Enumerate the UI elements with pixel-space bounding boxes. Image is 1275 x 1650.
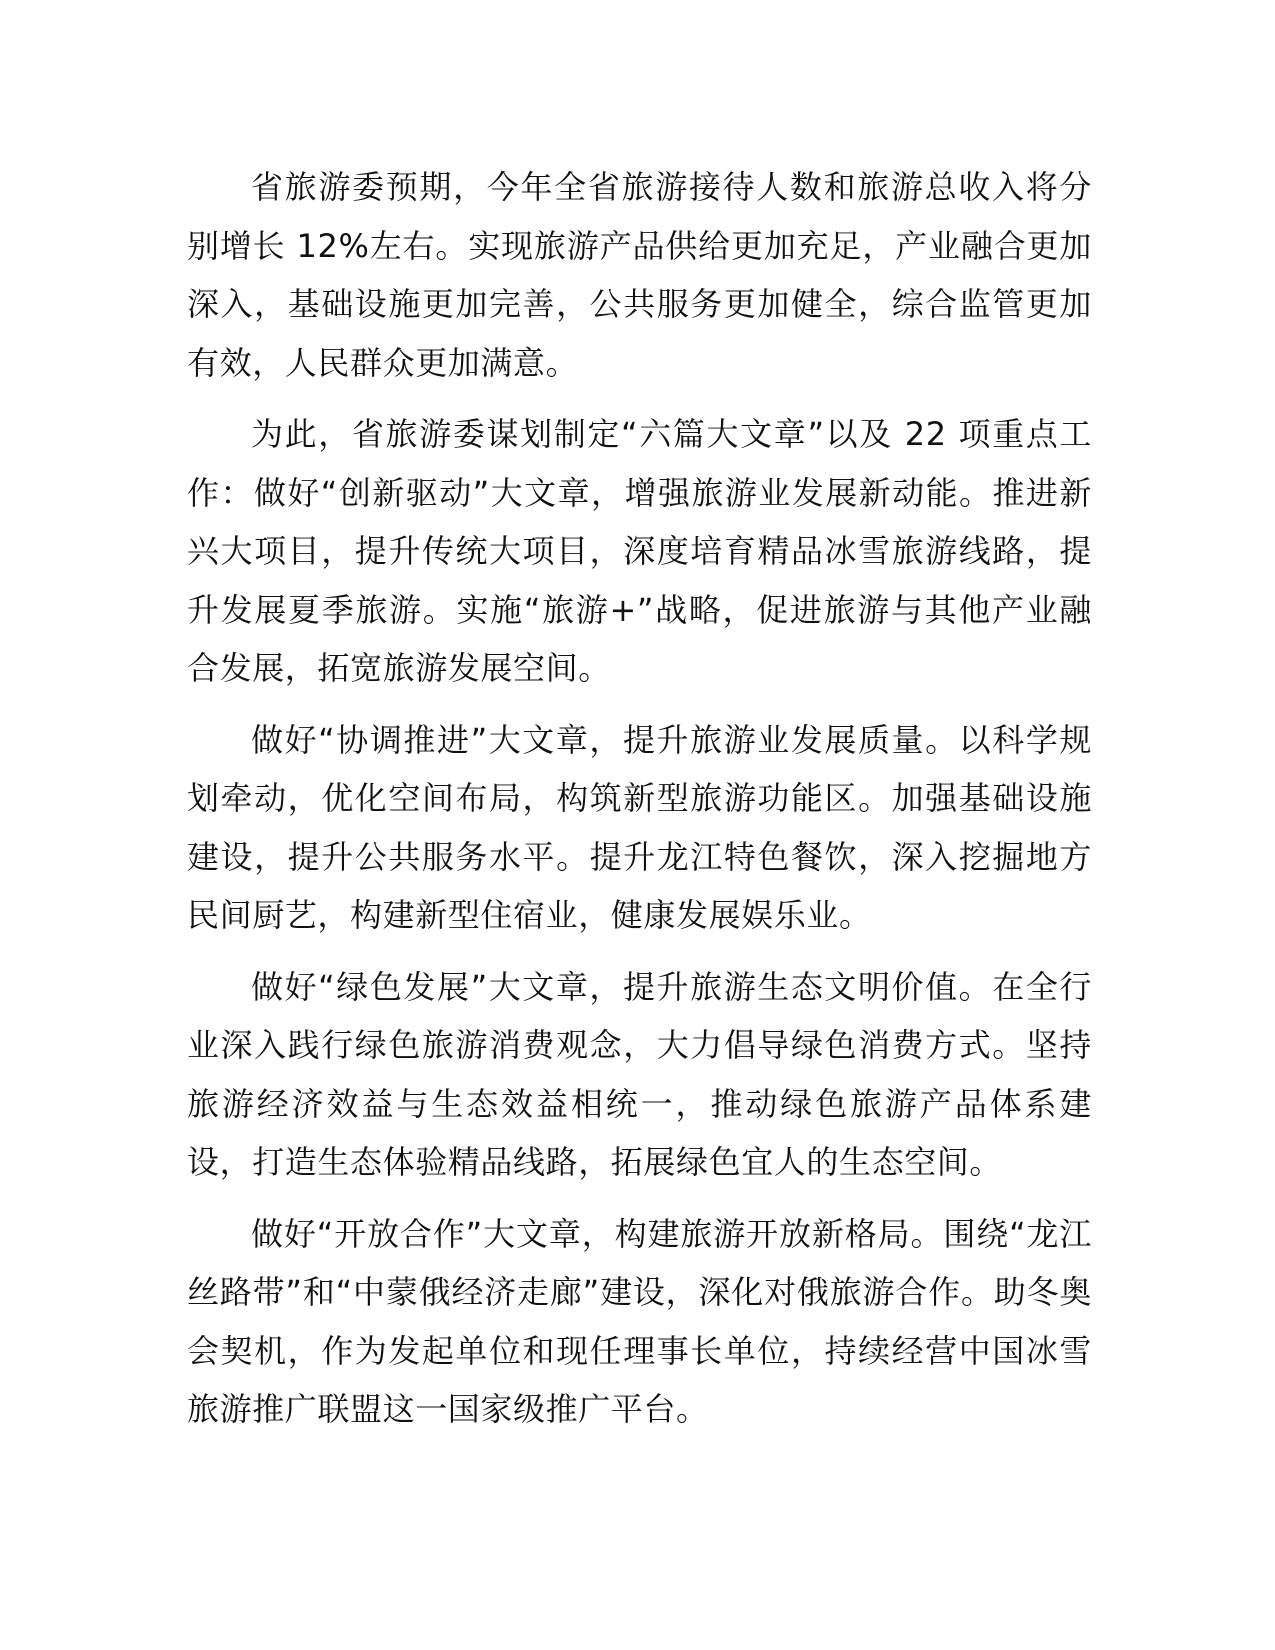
paragraph: 做好“绿色发展”大文章，提升旅游生态文明价值。在全行业深入践行绿色旅游消费观念，大力倡导绿色消费方式。坚持旅游经济效益与生态效益相统一，推动绿色旅游产品体系建设，打造生态体验精品线路，拓展绿色宜人的生态空间。 bbox=[187, 967, 1092, 1181]
paragraph: 做好“开放合作”大文章，构建旅游开放新格局。围绕“龙江丝路带”和“中蒙俄经济走廊”建设，深化对俄旅游合作。助冬奥会契机，作为发起单位和现任理事长单位，持续经营中国冰雪旅游推广联盟这一国家级推广平台。 bbox=[187, 1214, 1092, 1428]
paragraph: 为此，省旅游委谋划制定“六篇大文章”以及 22 项重点工作：做好“创新驱动”大文章，增强旅游业发展新动能。推进新兴大项目，提升传统大项目，深度培育精品冰雪旅游线路，提升发展夏季旅游。实施“旅游+”战略，促进旅游与其他产业融合发展，拓宽旅游发展空间。 bbox=[187, 415, 1092, 687]
paragraph: 做好“协调推进”大文章，提升旅游业发展质量。以科学规划牵动，优化空间布局，构筑新型旅游功能区。加强基础设施建设，提升公共服务水平。提升龙江特色餐饮，深入挖掘地方民间厨艺，构建新型住宿业，健康发展娱乐业。 bbox=[187, 720, 1092, 934]
paragraph: 省旅游委预期，今年全省旅游接待人数和旅游总收入将分别增长 12%左右。实现旅游产品供给更加充足，产业融合更加深入，基础设施更加完善，公共服务更加健全，综合监管更加有效，人民群众更加满意。 bbox=[187, 168, 1092, 382]
document-body bbox=[187, 158, 1092, 1452]
